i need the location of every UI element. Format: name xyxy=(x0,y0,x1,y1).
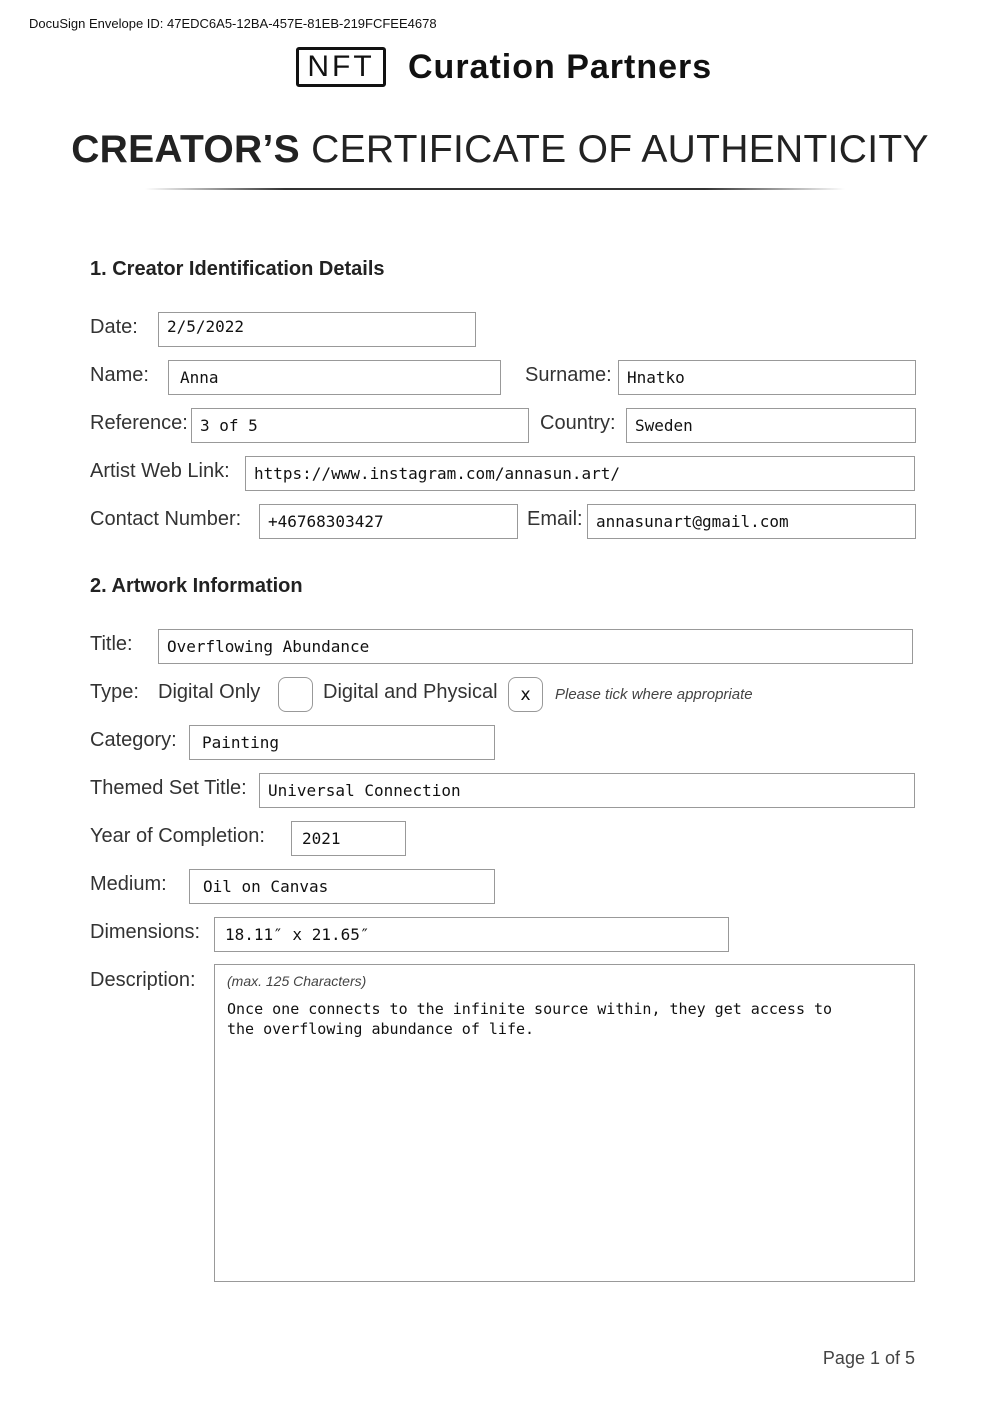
page-number: Page 1 of 5 xyxy=(822,1348,915,1368)
description-text: Once one connects to the infinite source within, they get access to the overflowing abundance of life. xyxy=(227,1000,833,1038)
dimensions-field[interactable]: 18.11″ x 21.65″ xyxy=(214,917,729,952)
title-divider xyxy=(145,188,845,190)
reference-label: Reference: xyxy=(90,412,188,434)
certificate-title-bold: CREATOR’S xyxy=(71,128,300,171)
surname-label: Surname: xyxy=(525,364,612,386)
year-label: Year of Completion: xyxy=(90,825,265,847)
date-field[interactable]: 2/5/2022 xyxy=(158,312,476,347)
themed-set-field[interactable]: Universal Connection xyxy=(259,773,915,808)
certificate-title xyxy=(0,128,1000,172)
section-heading-creator: 1. Creator Identification Details xyxy=(90,258,385,280)
country-field[interactable]: Sweden xyxy=(626,408,916,443)
surname-field[interactable]: Hnatko xyxy=(618,360,916,395)
type-hint: Please tick where appropriate xyxy=(555,686,753,703)
date-label: Date: xyxy=(90,316,138,338)
description-hint: (max. 125 Characters) xyxy=(227,973,367,989)
type-digital-only-label: Digital Only xyxy=(158,681,261,703)
weblink-label: Artist Web Link: xyxy=(90,460,230,482)
docusign-envelope-id: DocuSign Envelope ID: 47EDC6A5-12BA-457E-81EB-219FCFEE4678 xyxy=(29,16,437,31)
logo-nft-box: NFT xyxy=(296,47,386,87)
medium-label: Medium: xyxy=(90,873,167,895)
contact-label: Contact Number: xyxy=(90,508,242,530)
country-label: Country: xyxy=(540,412,616,434)
digital-only-checkbox[interactable] xyxy=(278,677,313,712)
digital-physical-checkbox[interactable]: x xyxy=(508,677,543,712)
email-label: Email: xyxy=(527,508,583,530)
themed-set-label: Themed Set Title: xyxy=(90,777,247,799)
type-label: Type: xyxy=(90,681,139,703)
medium-field[interactable]: Oil on Canvas xyxy=(189,869,495,904)
category-field[interactable]: Painting xyxy=(189,725,495,760)
name-field[interactable]: Anna xyxy=(168,360,501,395)
year-field[interactable]: 2021 xyxy=(291,821,406,856)
description-field[interactable] xyxy=(214,964,915,1282)
section-heading-artwork: 2. Artwork Information xyxy=(90,575,303,597)
title-field[interactable]: Overflowing Abundance xyxy=(158,629,913,664)
email-field[interactable]: annasunart@gmail.com xyxy=(587,504,916,539)
weblink-field[interactable]: https://www.instagram.com/annasun.art/ xyxy=(245,456,915,491)
category-label: Category: xyxy=(90,729,177,751)
brand-logo xyxy=(296,47,712,87)
certificate-title-light: CERTIFICATE OF AUTHENTICITY xyxy=(311,128,929,171)
dimensions-label: Dimensions: xyxy=(90,921,201,943)
type-digital-physical-label: Digital and Physical xyxy=(323,681,498,703)
description-label: Description: xyxy=(90,969,196,991)
name-label: Name: xyxy=(90,364,149,386)
contact-field[interactable]: +46768303427 xyxy=(259,504,518,539)
reference-field[interactable]: 3 of 5 xyxy=(191,408,529,443)
logo-text: Curation Partners xyxy=(408,47,713,86)
title-label: Title: xyxy=(90,633,133,655)
